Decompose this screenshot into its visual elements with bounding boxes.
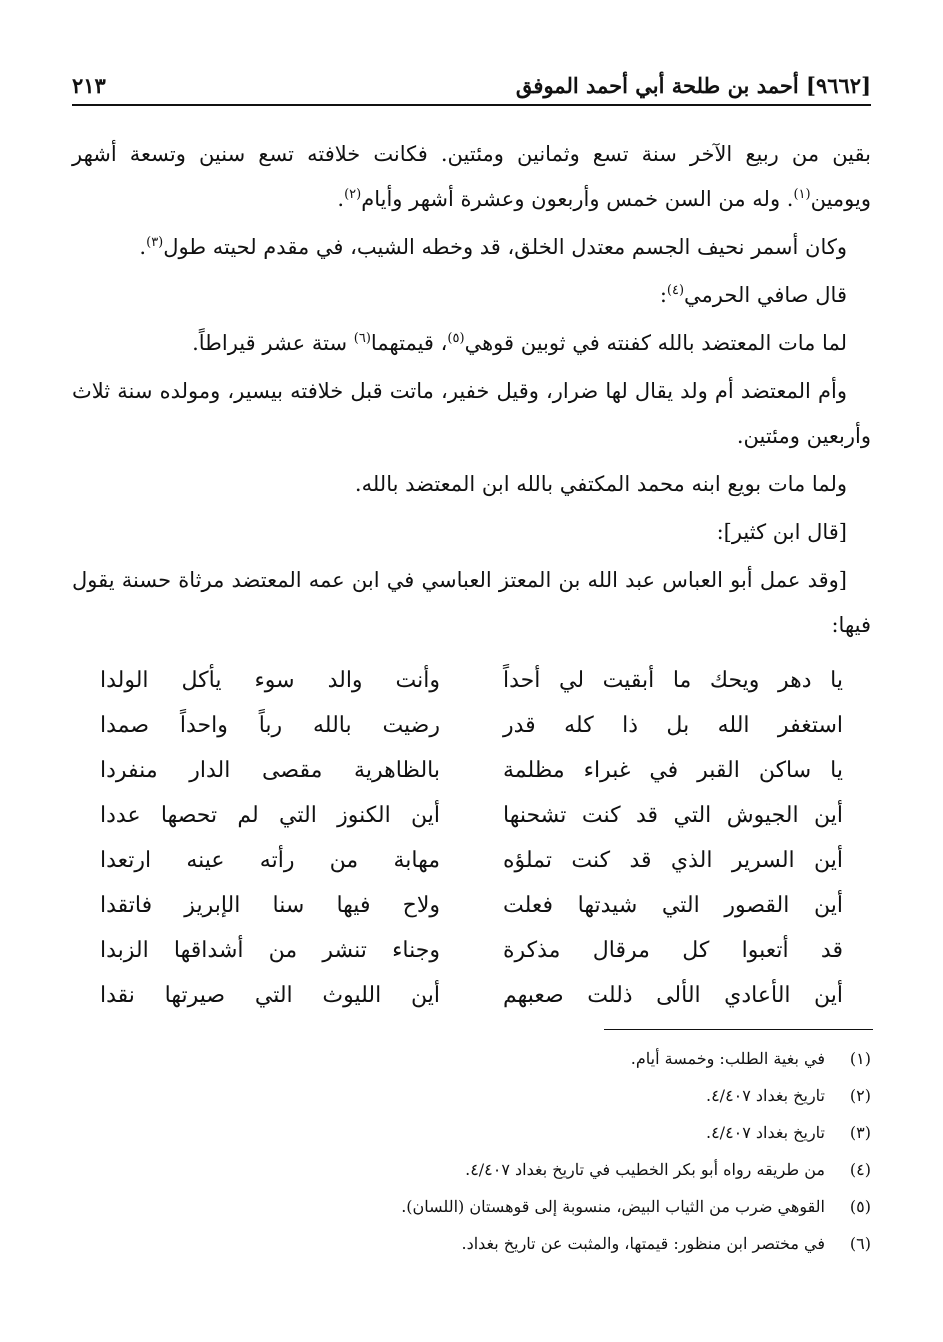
footnote-text: من طريقه رواه أبو بكر الخطيب في تاريخ بغداد ٤/٤٠٧. (465, 1160, 825, 1179)
footnote-text: تاريخ بغداد ٤/٤٠٧. (705, 1123, 825, 1142)
footnote-ref[interactable]: (٦) (353, 331, 371, 346)
poem-verse (100, 658, 843, 703)
header-rule (72, 104, 871, 106)
main-text (72, 132, 871, 651)
verse-first-hemistich: أين السرير الذي قد كنت تملؤه (503, 848, 843, 873)
footnote (200, 1151, 871, 1188)
paragraph-text: ، قيمتهما (370, 331, 448, 355)
footnote (200, 1114, 871, 1151)
paragraph: ولما مات بويع ابنه محمد المكتفي بالله ابن المعتضد بالله. (354, 472, 847, 496)
paragraph-text: بقين من ربيع الآخر سنة تسع وثمانين ومئتين. فكانت خلافته تسع سنين وتسعة أشهر ويومين (72, 142, 871, 211)
footnote-number: (٥) (849, 1197, 871, 1216)
poem-verse (100, 973, 843, 1018)
footnote (200, 1040, 871, 1077)
footnote-ref[interactable]: (٥) (447, 331, 465, 346)
footnote-number: (١) (849, 1049, 871, 1068)
paragraph (72, 225, 871, 270)
verse-second-hemistich: وجناء تنشر من أشداقها الزبدا (100, 938, 440, 963)
footnote-number: (٦) (849, 1234, 871, 1253)
footnote-text: القوهي ضرب من الثياب البيض، منسوبة إلى قوهستان (اللسان). (401, 1197, 825, 1216)
paragraph-text: . (337, 187, 345, 211)
poem-verse (100, 793, 843, 838)
poem-verse (100, 928, 843, 973)
footnote-ref[interactable]: (٤) (666, 283, 685, 298)
footnote-text: تاريخ بغداد ٤/٤٠٧. (705, 1086, 825, 1105)
verse-first-hemistich: أين الجيوش التي قد كنت تشحنها (503, 803, 843, 828)
running-title: [٩٦٦٢] أحمد بن طلحة أبي أحمد الموفق (515, 73, 871, 98)
footnote-number: (٤) (849, 1160, 871, 1179)
verse-first-hemistich: يا دهر ويحك ما أبقيت لي أحداً (503, 668, 843, 693)
verse-second-hemistich: أين الكنوز التي لم تحصها عددا (100, 803, 440, 828)
poem-verse (100, 703, 843, 748)
verse-second-hemistich: ولاح فيها سنا الإبريز فاتقدا (100, 893, 440, 918)
poem-verse (100, 838, 843, 883)
paragraph-text: : (659, 283, 667, 307)
poem-verse (100, 883, 843, 928)
verse-second-hemistich: بالظاهرية مقصى الدار منفردا (100, 758, 440, 783)
poem-verse (100, 748, 843, 793)
paragraph-text: . (139, 235, 147, 259)
footnote-ref[interactable]: (٢) (344, 187, 362, 202)
footnote (200, 1077, 871, 1114)
paragraph-text: لما مات المعتضد بالله كفنته في ثوبين قوهي (464, 331, 847, 355)
verse-first-hemistich: يا ساكن القبر في غبراء مظلمة (503, 758, 843, 783)
paragraph-text: ستة عشر قيراطاً. (192, 331, 354, 355)
paragraph (72, 273, 871, 318)
paragraph (72, 132, 871, 222)
footnote (200, 1225, 871, 1262)
running-header (72, 62, 871, 98)
paragraph: وأم المعتضد أم ولد يقال لها ضرار، وقيل خفير، ماتت قبل خلافته بيسير، ومولده سنة ثلاث وأربعين ومئتين. (72, 379, 871, 448)
footnote-number: (٢) (849, 1086, 871, 1105)
paragraph-text: وكان أسمر نحيف الجسم معتدل الخلق، قد وخطه الشيب، في مقدم لحيته طول (163, 235, 847, 259)
footnote-number: (٣) (849, 1123, 871, 1142)
verse-first-hemistich: أين الأعادي الألى ذللت صعبهم (503, 983, 843, 1008)
paragraph: [وقد عمل أبو العباس عبد الله بن المعتز العباسي في ابن عمه المعتضد مرثاة حسنة يقول فيها: (72, 568, 871, 637)
paragraph (72, 321, 871, 366)
page-number: ٢١٣ (72, 73, 106, 98)
verse-second-hemistich: رضيت بالله رباً واحداً صمدا (100, 713, 440, 738)
verse-first-hemistich: استغفر الله بل ذا كله قدر (503, 713, 843, 738)
footnote-text: في بغية الطلب: وخمسة أيام. (630, 1049, 825, 1068)
verse-second-hemistich: وأنت والد سوء يأكل الولدا (100, 668, 440, 693)
verse-second-hemistich: مهابة من رأته عينه ارتعدا (100, 848, 440, 873)
paragraph-text: . وله من السن خمس وأربعون وعشرة أشهر وأيام (361, 187, 794, 211)
footnote (200, 1188, 871, 1225)
verse-second-hemistich: أين الليوث التي صيرتها نقدا (100, 983, 440, 1008)
verse-first-hemistich: أين القصور التي شيدتها فعلت (503, 893, 843, 918)
verse-first-hemistich: قد أتعبوا كل مرقال مذكرة (503, 938, 843, 963)
paragraph: [قال ابن كثير]: (716, 520, 847, 544)
footnote-rule (604, 1029, 873, 1030)
paragraph-text: قال صافي الحرمي (684, 283, 847, 307)
footnote-text: في مختصر ابن منظور: قيمتها، والمثبت عن تاريخ بغداد. (461, 1234, 825, 1253)
footnote-ref[interactable]: (٣) (146, 235, 164, 250)
poem (100, 658, 843, 1018)
footnotes (200, 1040, 871, 1262)
footnote-ref[interactable]: (١) (793, 187, 811, 202)
